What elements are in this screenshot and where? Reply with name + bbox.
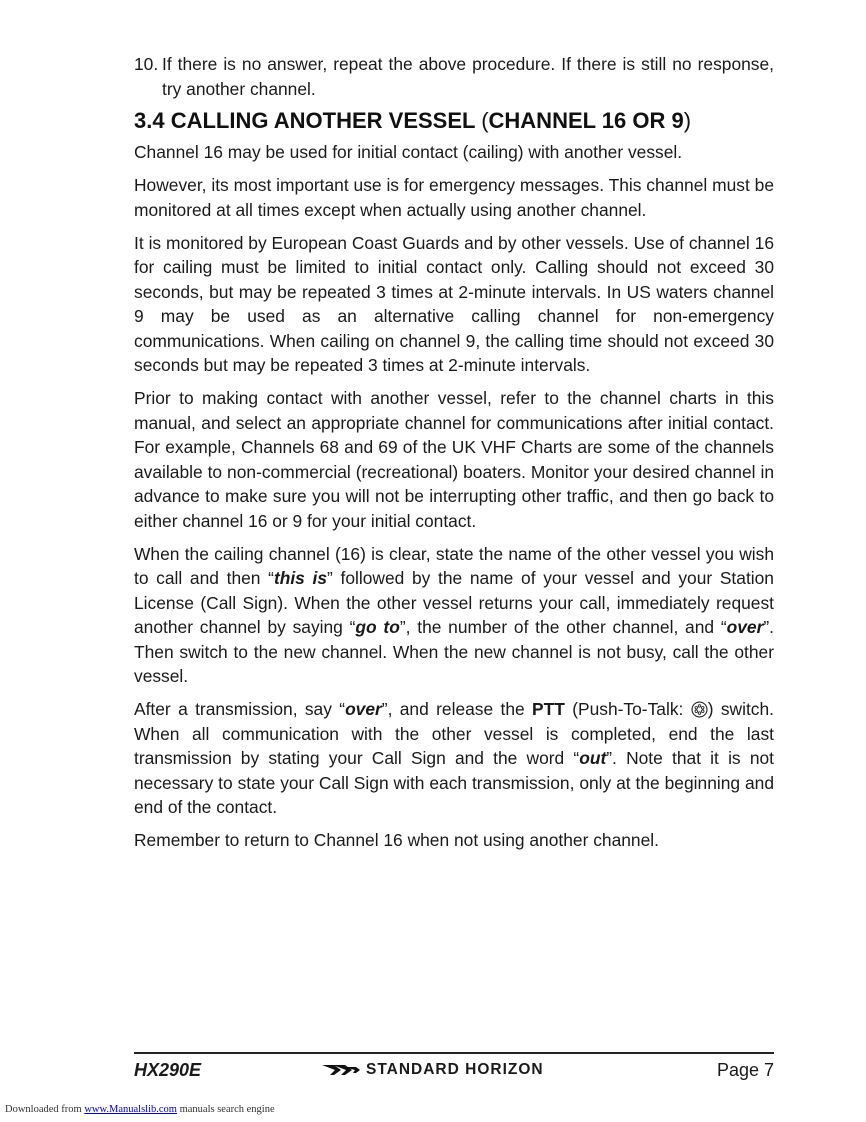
download-note — [5, 1104, 275, 1115]
paragraph-4: Prior to making contact with another vessel, refer to the channel charts in this manual, and select an appropriate channel for communications after initial contact. For example, Channels 68 and 69 of the UK VHF Charts are some of the channels available to non-commercial (recreational) boaters. Monitor your desired channel in advance to make sure you will not be interrupting other traffic, and then go back to either channel 16 or 9 for your initial contact. — [134, 388, 774, 531]
p6-text-d: ) switch. When all communication with the other vessel is completed, end the last transmission by stating your Call Sign and the word “ — [134, 699, 774, 768]
list-item-text: If there is no answer, repeat the above procedure. If there is still no response, try another channel. — [162, 54, 774, 99]
heading-open-paren: ( — [481, 108, 489, 133]
p6-text-a: After a transmission, say “ — [134, 699, 346, 719]
p6-text-c: (Push-To-Talk: — [564, 699, 691, 719]
section-heading — [134, 107, 774, 135]
download-prefix: Downloaded from — [5, 1104, 85, 1115]
paragraph-1: Channel 16 may be used for initial contact (cailing) with another vessel. — [134, 142, 683, 162]
p5-go-to: go to — [355, 617, 400, 637]
heading-close-paren: ) — [683, 108, 692, 133]
download-suffix: manuals search engine — [176, 1104, 275, 1115]
page-content — [134, 52, 774, 861]
p6-text-b: ”, and release the — [381, 699, 533, 719]
paragraph-3: It is monitored by European Coast Guards and by other vessels. Use of channel 16 for cailing must be limited to initial contact only. Calling should not exceed 30 seconds, but may be repeated 3 times at 2-minute intervals. In US waters channel 9 may be used as an alternative calling channel for non-emergency communications. When cailing on channel 9, the calling time should not exceed 30 seconds but may be repeated 3 times at 2-minute intervals. — [134, 232, 774, 375]
p5-text-c: ”, the number of the other channel, and “ — [399, 617, 727, 637]
paragraph-5 — [134, 542, 774, 689]
list-item-number: 10. — [134, 54, 159, 74]
footer-rule — [134, 1052, 774, 1054]
p5-text-a: When the cailing channel (16) is clear, state the name of the other vessel you wish to call and then “ — [134, 543, 774, 588]
p6-out: out — [579, 748, 607, 768]
section-channels: CHANNEL 16 OR 9 — [488, 108, 684, 133]
ptt-button-icon — [691, 701, 708, 718]
manualslib-link[interactable]: www.Manualslib.com — [84, 1104, 177, 1115]
paragraph-7: Remember to return to Channel 16 when not using another channel. — [134, 830, 659, 850]
p5-over: over — [726, 617, 764, 637]
footer-brand — [322, 1061, 544, 1079]
p6-ptt: PTT — [532, 699, 565, 719]
footer-brand-name: STANDARD HORIZON — [366, 1061, 544, 1078]
p6-over: over — [345, 699, 382, 719]
paragraph-2: However, its most important use is for emergency messages. This channel must be monitored at all times except when actually using another channel. — [134, 175, 774, 220]
footer-model: HX290E — [134, 1060, 202, 1080]
list-item — [134, 52, 774, 101]
paragraph-6 — [134, 697, 774, 820]
p6-text-e: ”. Note that it is not necessary to state your Call Sign with each transmission, only at the beginning and end of the contact. — [134, 748, 774, 817]
p5-text-d: ”. Then switch to the new channel. When the new channel is not busy, call the other vessel. — [134, 617, 774, 686]
p5-this-is: this is — [273, 568, 328, 588]
p5-text-b: ” followed by the name of your vessel and your Station License (Call Sign). When the other vessel returns your call, immediately request another channel by saying “ — [134, 568, 774, 637]
standard-horizon-logo-icon — [322, 1063, 360, 1077]
section-title: 3.4 CALLING ANOTHER VESSEL — [134, 108, 476, 133]
footer-page-number: Page 7 — [716, 1060, 774, 1080]
